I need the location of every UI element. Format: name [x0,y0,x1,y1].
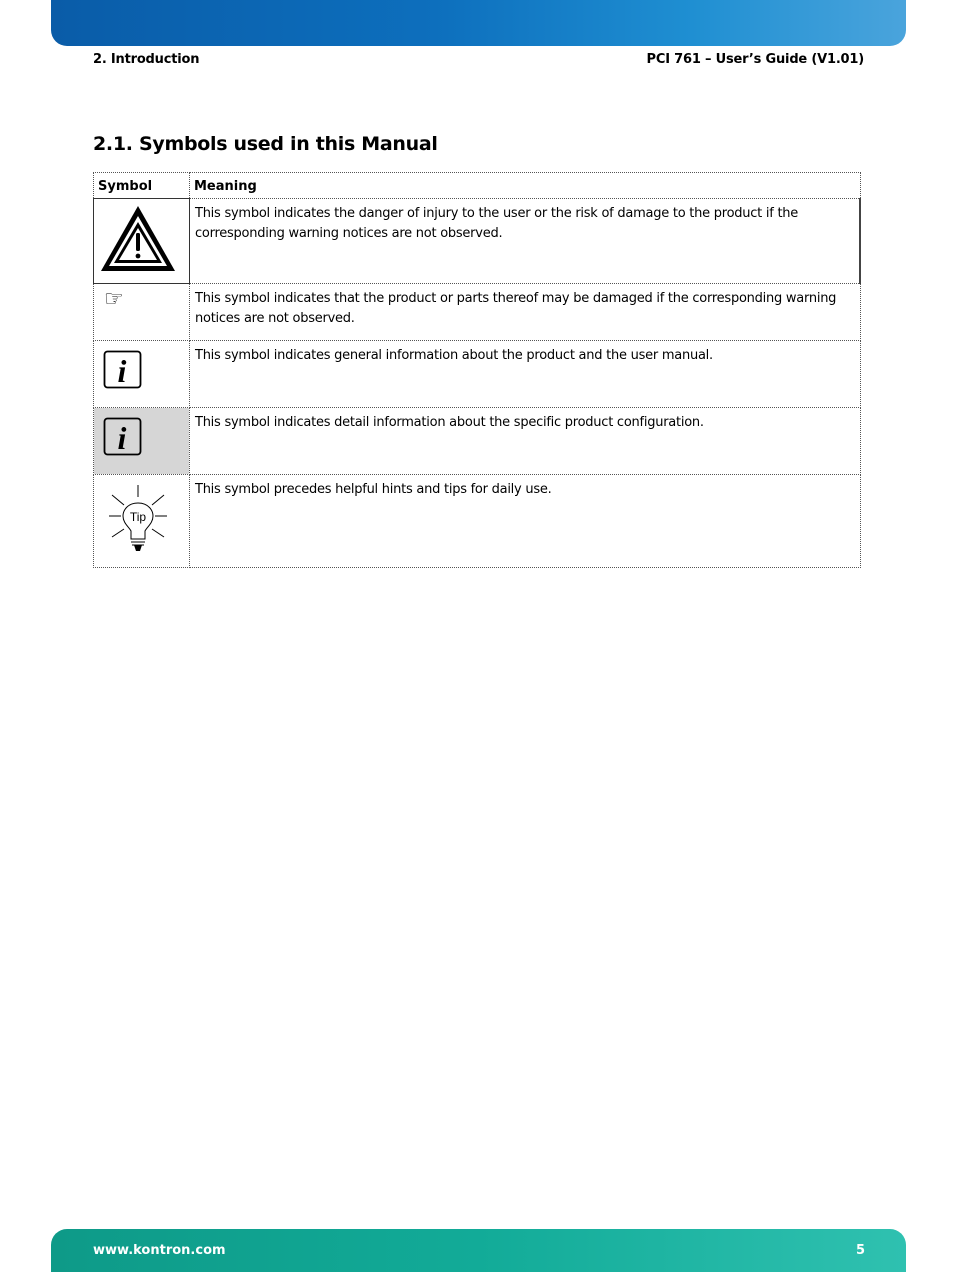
pointing-hand-icon: ☞ [104,287,124,312]
tip-lightbulb-icon [107,483,173,553]
meaning-cell: This symbol precedes helpful hints and tips for daily use. [190,475,861,568]
warning-triangle-icon [99,203,177,273]
symbol-cell [94,284,190,341]
symbol-cell [94,199,190,284]
symbol-cell [94,408,190,475]
tip-label: Tip [129,510,147,524]
header-section-label: 2. Introduction [93,52,200,67]
column-header-symbol: Symbol [94,173,190,199]
table-row [94,475,861,568]
info-detail-icon [103,417,143,457]
symbol-cell [94,475,190,568]
column-header-meaning: Meaning [190,173,861,199]
header-banner [51,0,906,46]
table-header-row [94,173,861,199]
table-row [94,341,861,408]
symbol-cell [94,341,190,408]
meaning-cell: This symbol indicates detail information about the specific product configuration. [190,408,861,475]
table-row [94,408,861,475]
symbols-table [93,172,861,568]
page-number: 5 [856,1243,866,1258]
meaning-cell: This symbol indicates that the product or parts thereof may be damaged if the corresponding warning notices are not observed. [190,284,861,341]
meaning-cell: This symbol indicates the danger of injury to the user or the risk of damage to the product if the corresponding warning notices are not observed. [190,199,861,284]
section-title: 2.1. Symbols used in this Manual [93,133,438,155]
table-row [94,199,861,284]
header-document-title: PCI 761 – User’s Guide (V1.01) [646,52,864,67]
svg-text:i: i [117,353,127,389]
info-icon [103,350,143,390]
table-row [94,284,861,341]
footer-website-link[interactable]: www.kontron.com [93,1243,226,1258]
meaning-cell: This symbol indicates general information about the product and the user manual. [190,341,861,408]
svg-text:i: i [117,420,127,456]
